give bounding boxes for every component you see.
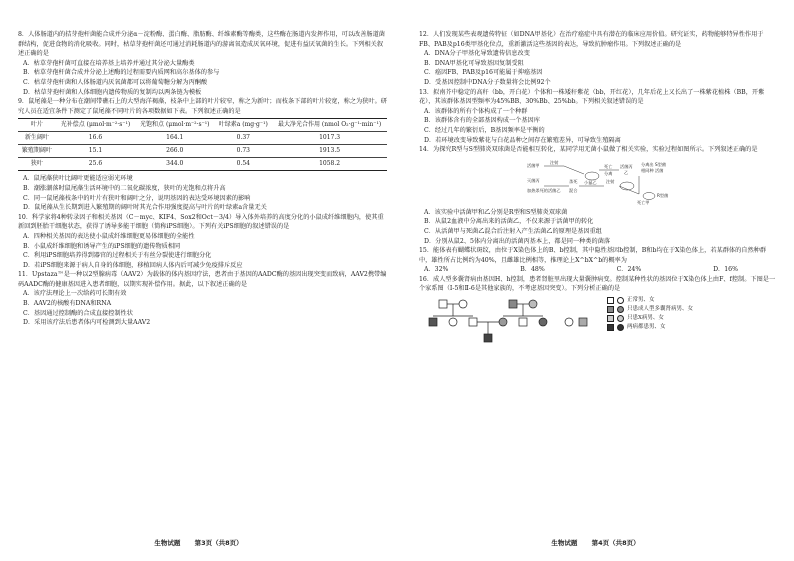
option-b: B．48% (520, 266, 545, 274)
square-icon (607, 324, 614, 331)
diagram-label: 活菌丙 (619, 163, 633, 169)
diagram-label: 注射 (605, 178, 614, 184)
question-stem: 10．科学家将4种转录因子和相关基因（C－myc、KIF4、Sox2和Oct－3/4）导入体外培养的高度分化的小鼠成纤维细胞内，使其重新回到胚胎干细胞状态，获得了诱导多能干细胞（简称iPS细胞）。下列有关iPS细胞的叙述错误的是 (18, 213, 384, 231)
table-cell: 0.73 (214, 145, 272, 158)
table-row (18, 145, 387, 158)
option-d: D．枯草芽孢杆菌和人体细胞内遗传物质的复制均以两条链为模板 (23, 88, 202, 96)
square-icon (607, 297, 614, 304)
footer-page-number: 第3页（共8页） (194, 539, 243, 547)
question-stem: 15．能体表有蝴蝶状斑纹，由位于X染色体上的B、b控制，其中隐性基因b控制，B和b均在于X染色体上，若某群体的自然种群中，雄性所占比例约为40%，且雌雄比例相等，推理论上X^bX^b的概率为 (419, 247, 767, 264)
option-a: A．四种相关基因的表达使小鼠成纤维细胞更易体细胞的全能性 (23, 232, 195, 240)
option-b: B．AAV2的核酸有DNA和RNA (23, 300, 112, 308)
option-b: B．枯草芽孢杆菌合成并分泌上述酶的过程需要内质网和高尔基体的参与 (23, 69, 220, 77)
diagram-label: 分离 (603, 170, 612, 176)
circle-icon (617, 315, 624, 322)
table-cell: 0.37 (214, 132, 272, 145)
option-a: A．32% (424, 266, 449, 274)
table-cell: 1913.5 (272, 145, 387, 158)
table-cell: 0.54 (214, 158, 272, 171)
question-9 (18, 97, 387, 213)
diagram-label: 加热杀死的活菌乙 (526, 187, 561, 193)
option-d: D．分别从鼠2、5体内分离出的活菌丙基本上，都是同一种类的菌落 (424, 237, 611, 245)
legend-item (607, 323, 693, 332)
option-b: B．小鼠成纤维细胞和诱导产生的iPS细胞的遗传物质相同 (23, 242, 181, 250)
option-d: D．若环境改变导致紫花与白花品种之间存在繁殖差异，可导致生殖隔离 (424, 136, 621, 144)
table-cell: 16.6 (56, 132, 135, 145)
option-c: C．同一鼠尾藻枝条中的叶片有狭叶和阔叶之分，说明基因的表达受环境因素的影响 (23, 194, 251, 202)
footer-subject: 生物试题 (154, 539, 181, 547)
question-stem: 9．鼠尾藻是一种分布在潮间带礁石上的大型海洋褐藻，枝条中上部的叶片较窄，称之为新叶；而枝条下部的叶片较宽，称之为狭叶。研究人员在适宜条件下测定了鼠尾藻不同叶片的各项数据如下表。下列叙述正确的是 (18, 98, 387, 115)
table-cell: 25.6 (56, 158, 135, 171)
table-cell: 狭叶 (18, 158, 56, 171)
table-cell: 266.0 (135, 145, 214, 158)
diagram-label: S型菌 (654, 161, 666, 167)
option-d: D．鼠尾藻从生长期到进入繁殖期的阔叶时其光合作用强度提高与叶片的叶绿素a含量无关 (23, 204, 267, 212)
option-c: C．基因通过控制酶的合成直接控制性状 (23, 309, 133, 317)
table-row (18, 158, 387, 171)
question-11 (18, 270, 387, 328)
question-16 (419, 275, 778, 346)
table-cell: 164.1 (135, 132, 214, 145)
question-8 (18, 30, 387, 97)
table-header: 光饱和点 (μmol·m⁻²·s⁻¹) (135, 119, 214, 132)
bacteria-experiment-diagram (524, 156, 674, 206)
pedigree-area (419, 296, 778, 346)
option-c: C．利用iPS细胞培养得到器官的过程相关于有丝分裂使进行细胞分化 (23, 252, 212, 260)
diagram-label: 杀死 (568, 178, 577, 184)
option-b: B．DNA甲基化可导致基因复制受阻 (424, 59, 524, 67)
option-d: D．16% (713, 266, 738, 274)
table-header: 光补偿点 (μmol·m⁻²·s⁻¹) (56, 119, 135, 132)
legend-item (607, 296, 693, 305)
question-14 (419, 145, 778, 246)
table-header: 最大净光合作用 (nmol O₂·g⁻¹·min⁻¹) (272, 119, 387, 132)
question-stem: 8．人体肠道内的拮芽孢杆菌能合成并分泌α－淀粉酶、蛋白酶、脂肪酶、纤维素酶等酶类，这些酶在肠道内发挥作用，可以改善肠道菌群结构，促进食物的消化吸收。同时，枯草芽孢杆菌还可通过消耗肠道内的游离氧造成厌氧环境，促进有益厌氧菌的生长。下列相关叙述正确的是 (18, 31, 385, 58)
footer-subject: 生物试题 (551, 539, 578, 547)
legend-item (607, 305, 693, 314)
question-stem: 13．拟南芥中稳定的高秆（bb，开白花）个体和一株矮秆紫花（bb，开红花），几年后花上又长出了一株紫花植株（BB，开紫花），其该群体基因型频率为45%BB、30%Bb、25%bb。下列相关叙述错误的是 (419, 88, 765, 106)
legend-item (607, 314, 693, 323)
question-stem: 14．为探究R型与S型肺炎双球菌是否能相互转化，某同学用无菌小鼠做了相关实验，实验过程如图所示。下列叙述正确的是 (419, 146, 758, 154)
square-icon (607, 306, 614, 313)
table-header-row (18, 119, 387, 132)
table-cell: 15.1 (56, 145, 135, 158)
diagram-label: 活菌 (654, 167, 663, 173)
option-d: D．受基因控制中DNA分子数量将会比例92个 (424, 78, 551, 86)
option-b: B．潮涨潮落时鼠尾藻生活环境中的二氧化碳浓度，狭叶的光饱和点将升高 (23, 184, 226, 192)
table-cell: 1017.3 (272, 132, 387, 145)
option-a: A．该疗法理论上一次给药可长期有效 (23, 290, 127, 298)
question-10 (18, 213, 387, 271)
table-row (18, 132, 387, 145)
diagram-label: 小鼠乙 (583, 179, 597, 185)
diagram-label: 分离出 (640, 161, 654, 167)
legend-label: 只患X病男、女 (627, 315, 664, 322)
footer-page-number: 第4页（共8页） (591, 539, 640, 547)
option-d: D．采用该疗法后患者体内可检测到大量AAV2 (23, 319, 151, 327)
question-stem: 16．成人型多囊肾病由基因H、h控制，患者肾脏里出现大量囊肿病变。控制某种性状的基因位于X染色体上由F、f控制。下图是一个家系图（Ⅰ-5和Ⅱ-6是其他家族的，不考虑基因突变）。下列分析正确的是 (419, 275, 776, 293)
question-15 (419, 246, 778, 275)
table-cell: 1058.2 (272, 158, 387, 171)
legend-label: 两病都患男、女 (627, 324, 666, 331)
right-page (397, 0, 794, 561)
table-cell: 繁殖期阔叶 (18, 145, 56, 158)
diagram-label: R型菌 (656, 192, 668, 198)
pedigree-legend (607, 296, 693, 332)
question-stem: 12．人们发现某些表观遗传特征（如DNA甲基化）在治疗癌症中具有潜在的临床应用价值。研究证实，药物能够特异性作用于FB、PAB及p16类甲基化位点，重新激活这些基因的表达，导致抗肿瘤作用。下列叙述正确的是 (419, 31, 764, 48)
option-c: C．枯草芽孢杆菌和人体肠道内厌氧菌都可以将葡萄糖分解为丙酮酸 (23, 78, 208, 86)
option-a: A．DNA分子甲基化导致遗传信息改变 (424, 50, 530, 58)
legend-label: 只患成人型多囊肾病男、女 (627, 306, 694, 313)
table-cell: 新生阔叶 (18, 132, 56, 145)
diagram-label: 相同种 (640, 167, 654, 173)
option-c: C．24% (616, 266, 642, 274)
legend-label: 正常男、女 (627, 297, 655, 304)
question-stem: 11．Upstaza™是一种以2型腺病毒（AAV2）为载体的体内基因疗法，患者由于基因的AADC酶的基因出现突变而致病，AAV2携带编码AADC酶的健康基因进入患者细胞，以期实现补偿作用。据此，以下叙述正确的是 (18, 271, 387, 288)
circle-icon (617, 306, 624, 313)
diagram-label: 灭菌丙 (526, 177, 540, 183)
diagram-label: 活菌甲 (526, 162, 540, 168)
question-12 (419, 30, 778, 88)
diagram-label: 乙 (623, 169, 628, 175)
circle-icon (617, 324, 624, 331)
square-icon (607, 315, 614, 322)
option-c: C．癌因FB、PAB及p16可能属于抑癌基因 (424, 69, 543, 77)
table-header: 叶绿素a (mg·g⁻¹) (214, 119, 272, 132)
option-c: C．经过几年的繁衍后，B基因频率是平衡的 (424, 126, 545, 134)
option-b: B．该群体含有的全部基因构成一个基因库 (424, 117, 540, 125)
option-c: C．从活菌甲与死菌乙混合后注射入产生活菌乙的原理是基因重组 (424, 227, 602, 235)
page-footer (0, 538, 397, 547)
page-footer (397, 538, 794, 547)
diagram-label: 死亡 (603, 163, 612, 169)
option-a: A．该群体的所有个体构成了一个种群 (424, 107, 528, 115)
diagram-label: 注射 (549, 159, 558, 165)
circle-icon (617, 297, 624, 304)
option-b: B．从鼠2血液中分离出来的活菌乙，不仅来源于活菌甲的转化 (424, 218, 594, 226)
option-a: A．该实验中活菌甲和乙分别是R型和S型肺炎双球菌 (424, 208, 568, 216)
option-d: D．若iPS细胞来源于病人自身的体细胞，移植回病人体内后可减少免疫排斥反应 (23, 261, 243, 269)
pedigree-chart (419, 296, 599, 346)
option-a: A．鼠尾藻狭叶比阔叶更能适应弱光环境 (23, 175, 133, 183)
option-a: A．枯草芽孢杆菌可直接在培养基上培养并通过其分泌大量酶类 (23, 59, 195, 67)
options-row (419, 265, 778, 275)
diagram-label: 混合 (568, 187, 577, 193)
table-header: 叶片 (18, 119, 56, 132)
diagram-label: 死亡甲 (636, 199, 650, 205)
table-cell: 344.0 (135, 158, 214, 171)
question-13 (419, 88, 778, 146)
leaf-data-table (18, 118, 387, 171)
